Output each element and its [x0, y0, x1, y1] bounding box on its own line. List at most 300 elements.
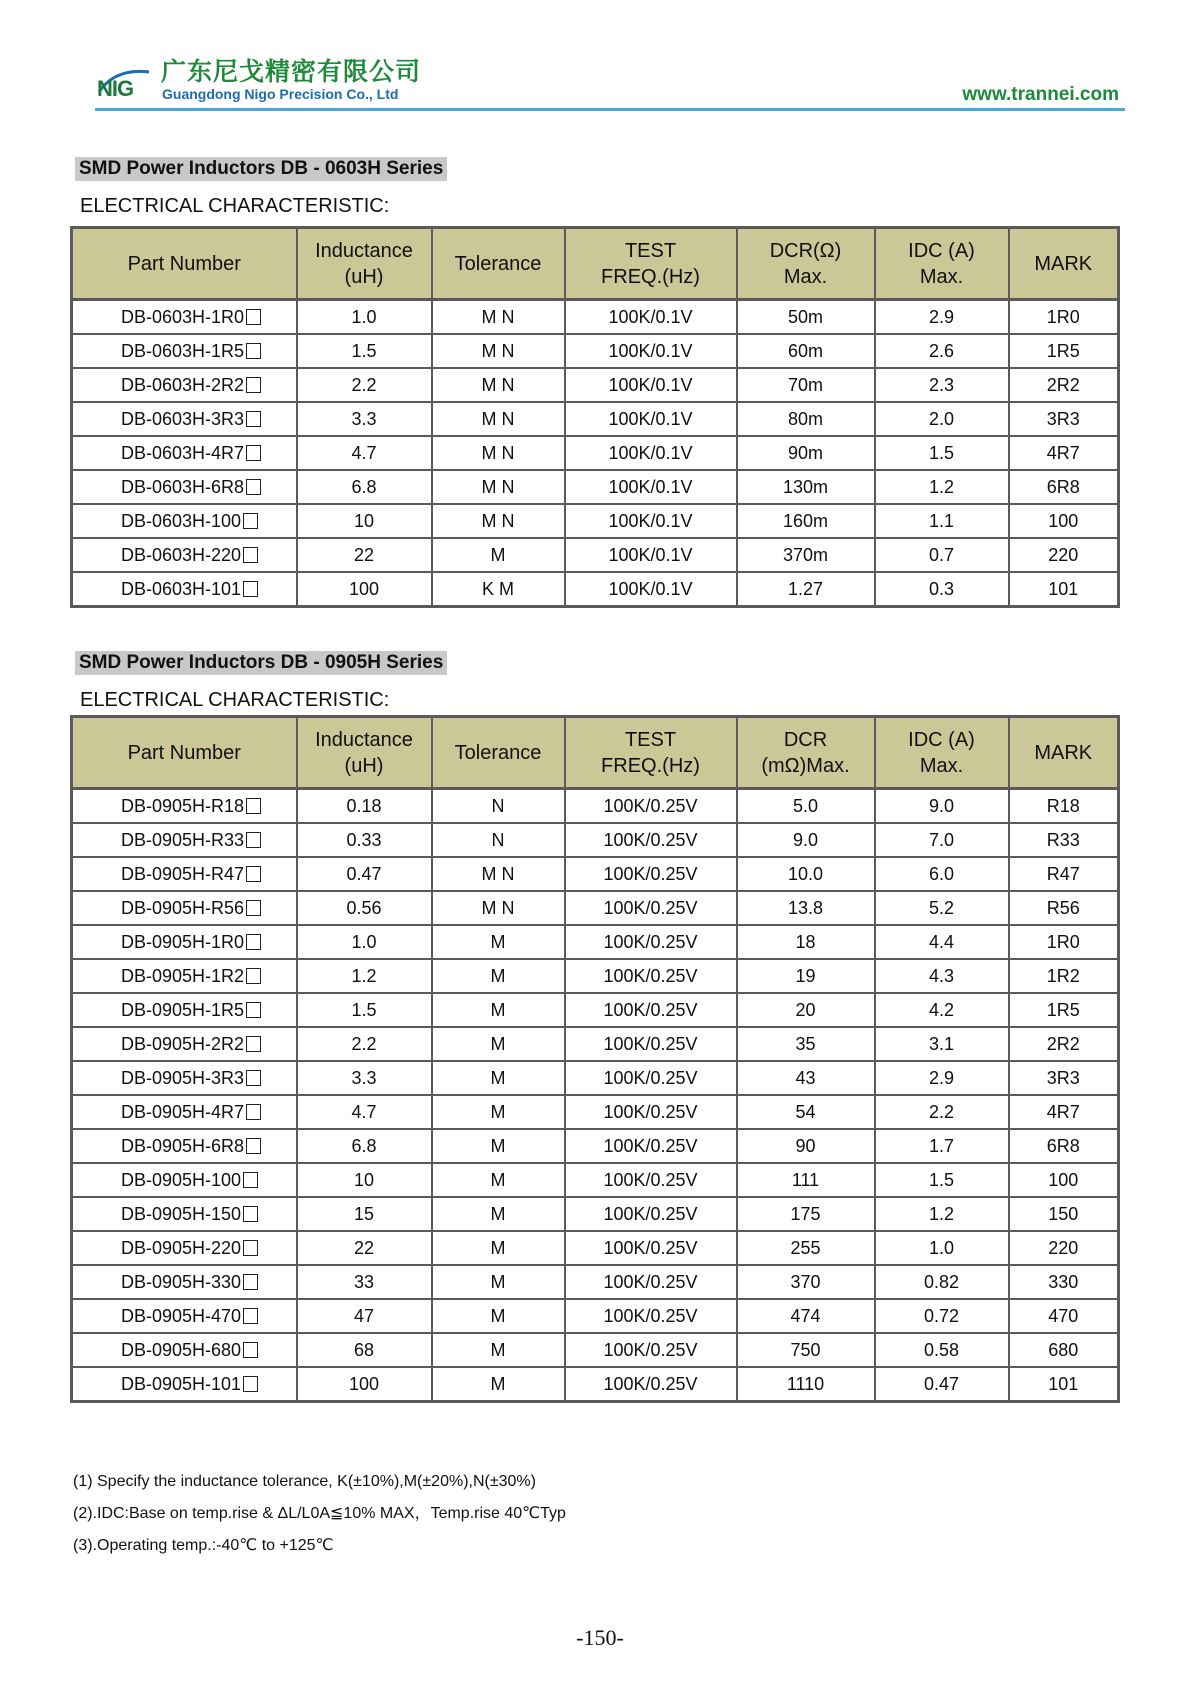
part-number-text: DB-0905H-1R2	[121, 965, 245, 986]
idc-cell: 0.47	[875, 1367, 1009, 1402]
inductance-cell: 33	[297, 1265, 432, 1299]
header-line: Tolerance	[454, 252, 542, 275]
mark-cell: 100	[1009, 1163, 1119, 1197]
tolerance-cell: M N	[432, 334, 565, 368]
test-freq-cell: 100K/0.1V	[565, 436, 737, 470]
tolerance-cell: M	[432, 1027, 565, 1061]
tolerance-cell: M N	[432, 504, 565, 538]
part-number-cell	[72, 538, 297, 572]
header-mark	[1009, 717, 1119, 789]
idc-cell: 2.6	[875, 334, 1009, 368]
table-row	[72, 1095, 1119, 1129]
mark-cell: 4R7	[1009, 1095, 1119, 1129]
dcr-cell: 90m	[737, 436, 875, 470]
dcr-cell: 255	[737, 1231, 875, 1265]
inductance-cell: 1.5	[297, 993, 432, 1027]
logo-text: NIG	[97, 76, 134, 101]
part-number-text: DB-0905H-330	[121, 1271, 242, 1292]
dcr-cell: 50m	[737, 300, 875, 335]
test-freq-cell: 100K/0.25V	[565, 1367, 737, 1402]
inductance-cell: 22	[297, 538, 432, 572]
inductance-cell: 2.2	[297, 368, 432, 402]
tolerance-cell: M	[432, 1197, 565, 1231]
test-freq-cell: 100K/0.25V	[565, 1197, 737, 1231]
dcr-cell: 370m	[737, 538, 875, 572]
part-number-cell	[72, 470, 297, 504]
table-row	[72, 436, 1119, 470]
dcr-cell: 750	[737, 1333, 875, 1367]
notes	[73, 1466, 566, 1562]
part-number-text: DB-0603H-101	[121, 578, 242, 599]
header-line: TEST	[624, 239, 677, 262]
part-number-text: DB-0905H-220	[121, 1237, 242, 1258]
part-number-text: DB-0905H-680	[121, 1339, 242, 1360]
test-freq-cell: 100K/0.25V	[565, 1061, 737, 1095]
dcr-cell: 90	[737, 1129, 875, 1163]
test-freq-cell: 100K/0.25V	[565, 1299, 737, 1333]
part-number-cell	[72, 959, 297, 993]
header-line: MARK	[1034, 741, 1093, 764]
checkbox-square-icon	[246, 832, 261, 848]
dcr-cell: 1110	[737, 1367, 875, 1402]
tolerance-cell: M	[432, 1129, 565, 1163]
header-line: (uH)	[344, 754, 384, 777]
idc-cell: 2.9	[875, 300, 1009, 335]
tolerance-cell: N	[432, 823, 565, 857]
section2-title: SMD Power Inductors DB - 0905H Series	[75, 651, 447, 675]
header-part-number	[72, 717, 297, 789]
table-row	[72, 857, 1119, 891]
header-line: Max.	[783, 265, 828, 288]
tolerance-cell: M N	[432, 300, 565, 335]
part-number-cell	[72, 823, 297, 857]
part-number-cell	[72, 1231, 297, 1265]
inductance-cell: 3.3	[297, 402, 432, 436]
inductance-cell: 1.2	[297, 959, 432, 993]
dcr-cell: 9.0	[737, 823, 875, 857]
dcr-cell: 13.8	[737, 891, 875, 925]
inductance-cell: 3.3	[297, 1061, 432, 1095]
table-row	[72, 1129, 1119, 1163]
header-tolerance	[432, 228, 565, 300]
test-freq-cell: 100K/0.1V	[565, 470, 737, 504]
checkbox-square-icon	[243, 1274, 258, 1290]
tolerance-cell: M	[432, 1231, 565, 1265]
mark-cell: 2R2	[1009, 368, 1119, 402]
header-line: (mΩ)Max.	[761, 754, 850, 777]
test-freq-cell: 100K/0.25V	[565, 959, 737, 993]
mark-cell: 1R2	[1009, 959, 1119, 993]
part-number-text: DB-0905H-1R0	[121, 931, 245, 952]
inductance-cell: 2.2	[297, 1027, 432, 1061]
checkbox-square-icon	[243, 581, 258, 597]
checkbox-square-icon	[246, 934, 261, 950]
inductance-cell: 0.33	[297, 823, 432, 857]
dcr-cell: 370	[737, 1265, 875, 1299]
part-number-text: DB-0905H-1R5	[121, 999, 245, 1020]
mark-cell: 101	[1009, 1367, 1119, 1402]
table-row	[72, 300, 1119, 335]
idc-cell: 2.2	[875, 1095, 1009, 1129]
mark-cell: R56	[1009, 891, 1119, 925]
idc-cell: 9.0	[875, 789, 1009, 824]
inductance-cell: 68	[297, 1333, 432, 1367]
header-line: Part Number	[127, 252, 241, 275]
table-row	[72, 538, 1119, 572]
table-row	[72, 925, 1119, 959]
inductance-cell: 6.8	[297, 470, 432, 504]
spec-table-0603h	[70, 226, 1120, 608]
test-freq-cell: 100K/0.25V	[565, 1095, 737, 1129]
part-number-cell	[72, 1163, 297, 1197]
part-number-cell	[72, 1095, 297, 1129]
mark-cell: 100	[1009, 504, 1119, 538]
header-line: Max.	[919, 754, 964, 777]
test-freq-cell: 100K/0.25V	[565, 789, 737, 824]
tolerance-cell: M	[432, 538, 565, 572]
table-row	[72, 891, 1119, 925]
table-row	[72, 504, 1119, 538]
part-number-cell	[72, 925, 297, 959]
tolerance-cell: M	[432, 1367, 565, 1402]
test-freq-cell: 100K/0.25V	[565, 1027, 737, 1061]
tolerance-cell: M N	[432, 891, 565, 925]
checkbox-square-icon	[246, 309, 261, 325]
inductance-cell: 15	[297, 1197, 432, 1231]
part-number-text: DB-0905H-R56	[121, 897, 245, 918]
part-number-cell	[72, 1129, 297, 1163]
checkbox-square-icon	[243, 1206, 258, 1222]
part-number-text: DB-0603H-1R5	[121, 340, 245, 361]
table-row	[72, 1061, 1119, 1095]
mark-cell: 1R0	[1009, 925, 1119, 959]
idc-cell: 1.7	[875, 1129, 1009, 1163]
part-number-text: DB-0905H-3R3	[121, 1067, 245, 1088]
tolerance-cell: M	[432, 925, 565, 959]
test-freq-cell: 100K/0.25V	[565, 1333, 737, 1367]
part-number-cell	[72, 1299, 297, 1333]
dcr-cell: 18	[737, 925, 875, 959]
part-number-cell	[72, 504, 297, 538]
tolerance-cell: M	[432, 993, 565, 1027]
header-line: FREQ.(Hz)	[601, 265, 700, 288]
mark-cell: R33	[1009, 823, 1119, 857]
checkbox-square-icon	[243, 547, 258, 563]
part-number-text: DB-0905H-R47	[121, 863, 245, 884]
checkbox-square-icon	[246, 798, 261, 814]
table-row	[72, 368, 1119, 402]
test-freq-cell: 100K/0.25V	[565, 823, 737, 857]
mark-cell: 3R3	[1009, 402, 1119, 436]
part-number-text: DB-0603H-1R0	[121, 306, 245, 327]
tolerance-cell: M N	[432, 368, 565, 402]
checkbox-square-icon	[246, 1138, 261, 1154]
table-row	[72, 993, 1119, 1027]
idc-cell: 0.3	[875, 572, 1009, 607]
part-number-text: DB-0905H-R18	[121, 795, 245, 816]
dcr-cell: 35	[737, 1027, 875, 1061]
checkbox-square-icon	[246, 377, 261, 393]
tolerance-cell: K M	[432, 572, 565, 607]
tolerance-cell: M	[432, 1265, 565, 1299]
part-number-cell	[72, 572, 297, 607]
test-freq-cell: 100K/0.1V	[565, 300, 737, 335]
note-1: (1) Specify the inductance tolerance, K(±10%),M(±20%),N(±30%)	[73, 1473, 536, 1490]
mark-cell: 220	[1009, 538, 1119, 572]
table-row	[72, 572, 1119, 607]
idc-cell: 4.4	[875, 925, 1009, 959]
inductance-cell: 0.56	[297, 891, 432, 925]
dcr-cell: 54	[737, 1095, 875, 1129]
header-tolerance	[432, 717, 565, 789]
dcr-cell: 474	[737, 1299, 875, 1333]
inductance-cell: 4.7	[297, 1095, 432, 1129]
inductance-cell: 47	[297, 1299, 432, 1333]
tolerance-cell: M	[432, 959, 565, 993]
checkbox-square-icon	[246, 1070, 261, 1086]
test-freq-cell: 100K/0.1V	[565, 368, 737, 402]
idc-cell: 0.72	[875, 1299, 1009, 1333]
mark-cell: 3R3	[1009, 1061, 1119, 1095]
part-number-cell	[72, 368, 297, 402]
table-header-row	[72, 717, 1119, 789]
tolerance-cell: M N	[432, 402, 565, 436]
checkbox-square-icon	[246, 968, 261, 984]
inductance-cell: 6.8	[297, 1129, 432, 1163]
table-row	[72, 1231, 1119, 1265]
dcr-cell: 111	[737, 1163, 875, 1197]
checkbox-square-icon	[243, 1342, 258, 1358]
dcr-cell: 80m	[737, 402, 875, 436]
dcr-cell: 10.0	[737, 857, 875, 891]
part-number-cell	[72, 857, 297, 891]
part-number-text: DB-0603H-220	[121, 544, 242, 565]
part-number-cell	[72, 402, 297, 436]
test-freq-cell: 100K/0.25V	[565, 925, 737, 959]
part-number-cell	[72, 1197, 297, 1231]
table-row	[72, 402, 1119, 436]
part-number-cell	[72, 436, 297, 470]
test-freq-cell: 100K/0.25V	[565, 1231, 737, 1265]
part-number-cell	[72, 1265, 297, 1299]
part-number-cell	[72, 334, 297, 368]
header-idc	[875, 717, 1009, 789]
dcr-cell: 19	[737, 959, 875, 993]
table-row	[72, 1027, 1119, 1061]
header-line: Max.	[919, 265, 964, 288]
inductance-cell: 1.5	[297, 334, 432, 368]
inductance-cell: 22	[297, 1231, 432, 1265]
checkbox-square-icon	[246, 479, 261, 495]
header-divider	[95, 108, 1125, 111]
page-header	[95, 50, 1125, 112]
inductance-cell: 10	[297, 504, 432, 538]
header-line: (uH)	[344, 265, 384, 288]
checkbox-square-icon	[246, 1104, 261, 1120]
dcr-cell: 43	[737, 1061, 875, 1095]
table-row	[72, 1197, 1119, 1231]
idc-cell: 2.0	[875, 402, 1009, 436]
dcr-cell: 5.0	[737, 789, 875, 824]
idc-cell: 1.5	[875, 436, 1009, 470]
mark-cell: 2R2	[1009, 1027, 1119, 1061]
mark-cell: 220	[1009, 1231, 1119, 1265]
checkbox-square-icon	[243, 1172, 258, 1188]
idc-cell: 0.7	[875, 538, 1009, 572]
table-row	[72, 470, 1119, 504]
inductance-cell: 10	[297, 1163, 432, 1197]
inductance-cell: 4.7	[297, 436, 432, 470]
company-name-cn: 广东尼戈精密有限公司	[161, 58, 422, 86]
mark-cell: 4R7	[1009, 436, 1119, 470]
tolerance-cell: M	[432, 1333, 565, 1367]
dcr-cell: 175	[737, 1197, 875, 1231]
part-number-text: DB-0905H-100	[121, 1169, 242, 1190]
table-row	[72, 1265, 1119, 1299]
inductance-cell: 100	[297, 572, 432, 607]
idc-cell: 1.5	[875, 1163, 1009, 1197]
header-test-freq	[565, 228, 737, 300]
part-number-cell	[72, 993, 297, 1027]
tolerance-cell: M	[432, 1163, 565, 1197]
mark-cell: 470	[1009, 1299, 1119, 1333]
checkbox-square-icon	[246, 445, 261, 461]
part-number-text: DB-0603H-6R8	[121, 476, 245, 497]
part-number-cell	[72, 1061, 297, 1095]
checkbox-square-icon	[246, 343, 261, 359]
mark-cell: R18	[1009, 789, 1119, 824]
company-name-en: Guangdong Nigo Precision Co., Ltd	[162, 86, 399, 102]
header-test-freq	[565, 717, 737, 789]
part-number-cell	[72, 789, 297, 824]
note-3: (3).Operating temp.:-40℃ to +125℃	[73, 1537, 334, 1554]
header-line: Inductance	[315, 239, 413, 262]
dcr-cell: 60m	[737, 334, 875, 368]
part-number-text: DB-0905H-2R2	[121, 1033, 245, 1054]
table-row	[72, 959, 1119, 993]
part-number-text: DB-0905H-4R7	[121, 1101, 245, 1122]
tolerance-cell: M N	[432, 857, 565, 891]
idc-cell: 0.58	[875, 1333, 1009, 1367]
part-number-text: DB-0905H-101	[121, 1373, 242, 1394]
mark-cell: 1R5	[1009, 993, 1119, 1027]
test-freq-cell: 100K/0.1V	[565, 572, 737, 607]
mark-cell: 6R8	[1009, 1129, 1119, 1163]
dcr-cell: 160m	[737, 504, 875, 538]
idc-cell: 3.1	[875, 1027, 1009, 1061]
inductance-cell: 0.18	[297, 789, 432, 824]
tolerance-cell: M	[432, 1095, 565, 1129]
mark-cell: 1R0	[1009, 300, 1119, 335]
test-freq-cell: 100K/0.25V	[565, 1129, 737, 1163]
checkbox-square-icon	[246, 411, 261, 427]
mark-cell: 330	[1009, 1265, 1119, 1299]
header-line: IDC (A)	[908, 728, 975, 751]
dcr-cell: 20	[737, 993, 875, 1027]
header-line: DCR	[783, 728, 828, 751]
dcr-cell: 1.27	[737, 572, 875, 607]
header-line: FREQ.(Hz)	[601, 754, 700, 777]
dcr-cell: 70m	[737, 368, 875, 402]
test-freq-cell: 100K/0.25V	[565, 1163, 737, 1197]
header-line: DCR(Ω)	[769, 239, 842, 262]
header-line: MARK	[1034, 252, 1093, 275]
page-number: -150-	[576, 1625, 624, 1650]
website-link[interactable]: www.trannei.com	[962, 84, 1119, 105]
spec-table-0905h	[70, 715, 1120, 1403]
inductance-cell: 1.0	[297, 925, 432, 959]
table-row	[72, 823, 1119, 857]
section1-title: SMD Power Inductors DB - 0603H Series	[75, 157, 447, 181]
part-number-text: DB-0905H-R33	[121, 829, 245, 850]
part-number-text: DB-0603H-3R3	[121, 408, 245, 429]
checkbox-square-icon	[243, 1240, 258, 1256]
part-number-text: DB-0905H-6R8	[121, 1135, 245, 1156]
part-number-cell	[72, 891, 297, 925]
header-inductance	[297, 717, 432, 789]
part-number-text: DB-0603H-100	[121, 510, 242, 531]
idc-cell: 6.0	[875, 857, 1009, 891]
note-2: (2).IDC:Base on temp.rise & ΔL/L0A≦10% MAX，Temp.rise 40℃Typ	[73, 1505, 566, 1522]
part-number-cell	[72, 1027, 297, 1061]
tolerance-cell: M N	[432, 436, 565, 470]
header-part-number	[72, 228, 297, 300]
checkbox-square-icon	[243, 1308, 258, 1324]
test-freq-cell: 100K/0.25V	[565, 857, 737, 891]
idc-cell: 2.9	[875, 1061, 1009, 1095]
table-row	[72, 789, 1119, 824]
table-row	[72, 1163, 1119, 1197]
idc-cell: 7.0	[875, 823, 1009, 857]
checkbox-square-icon	[246, 866, 261, 882]
tolerance-cell: N	[432, 789, 565, 824]
mark-cell: 101	[1009, 572, 1119, 607]
part-number-cell	[72, 1367, 297, 1402]
header-line: TEST	[624, 728, 677, 751]
inductance-cell: 0.47	[297, 857, 432, 891]
table-row	[72, 1299, 1119, 1333]
idc-cell: 2.3	[875, 368, 1009, 402]
test-freq-cell: 100K/0.25V	[565, 1265, 737, 1299]
header-line: IDC (A)	[908, 239, 975, 262]
part-number-text: DB-0603H-2R2	[121, 374, 245, 395]
part-number-cell	[72, 300, 297, 335]
idc-cell: 4.2	[875, 993, 1009, 1027]
inductance-cell: 100	[297, 1367, 432, 1402]
checkbox-square-icon	[243, 1376, 258, 1392]
test-freq-cell: 100K/0.1V	[565, 334, 737, 368]
idc-cell: 5.2	[875, 891, 1009, 925]
header-dcr	[737, 228, 875, 300]
header-line: Inductance	[315, 728, 413, 751]
mark-cell: 1R5	[1009, 334, 1119, 368]
part-number-text: DB-0603H-4R7	[121, 442, 245, 463]
idc-cell: 1.2	[875, 470, 1009, 504]
tolerance-cell: M N	[432, 470, 565, 504]
test-freq-cell: 100K/0.1V	[565, 538, 737, 572]
test-freq-cell: 100K/0.25V	[565, 891, 737, 925]
idc-cell: 4.3	[875, 959, 1009, 993]
mark-cell: 680	[1009, 1333, 1119, 1367]
checkbox-square-icon	[246, 1002, 261, 1018]
company-logo	[95, 62, 153, 106]
mark-cell: 6R8	[1009, 470, 1119, 504]
tolerance-cell: M	[432, 1061, 565, 1095]
mark-cell: R47	[1009, 857, 1119, 891]
part-number-text: DB-0905H-150	[121, 1203, 242, 1224]
section2-subtitle: ELECTRICAL CHARACTERISTIC:	[80, 689, 390, 711]
header-inductance	[297, 228, 432, 300]
